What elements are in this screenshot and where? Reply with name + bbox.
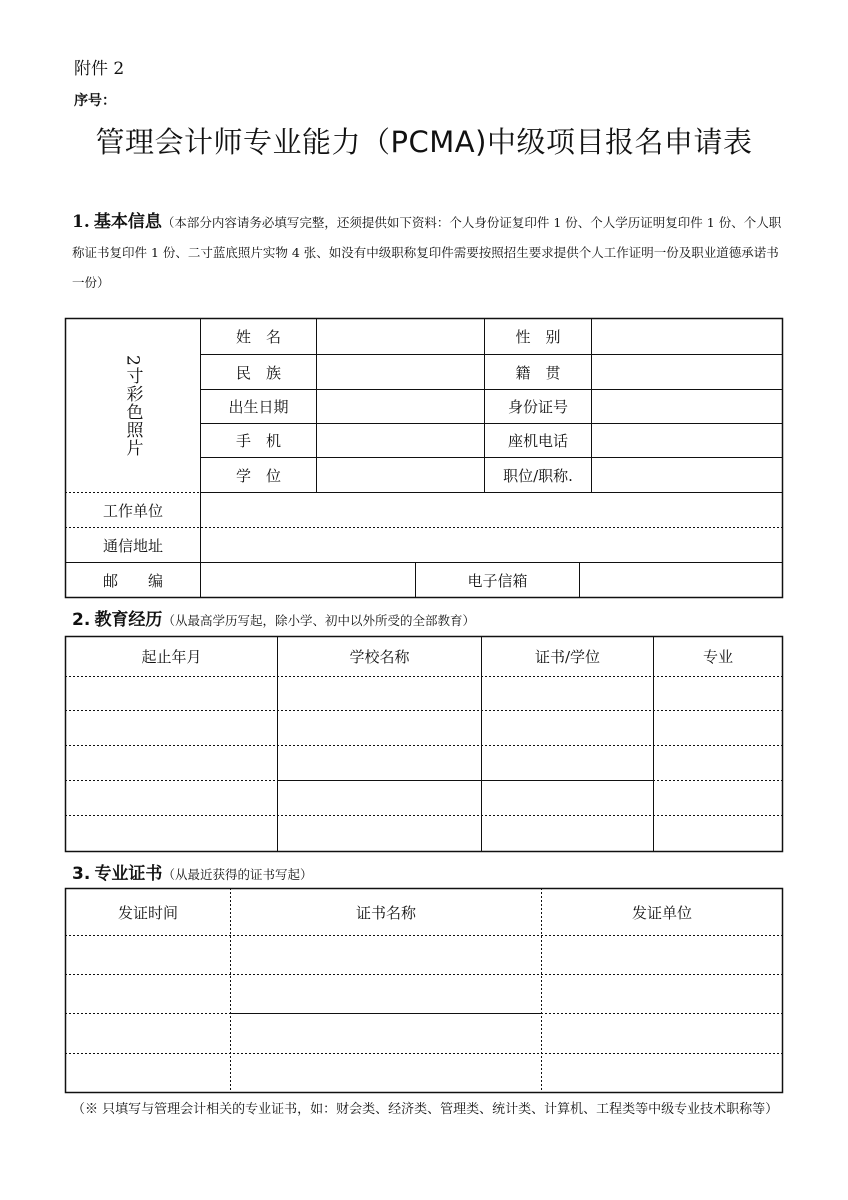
gender-field[interactable] — [592, 319, 782, 354]
position-field[interactable] — [592, 458, 782, 492]
section-note: （本部分内容请务必填写完整，还须提供如下资料：个人身份证复印件 1 份、个人学历证明复印件 1 份、个人职称证书复印件 1 份、二寸蓝底照片实物 4 张、如没有中级职称复印件需要按照招生要求提供个人工作证明一份及职业道德承诺书一份） — [72, 215, 782, 290]
section-number: 3. — [72, 864, 91, 884]
section-certificates-heading — [72, 860, 312, 890]
section-education-heading — [72, 606, 475, 636]
certificate-row[interactable] — [66, 1054, 782, 1092]
certificate-row[interactable] — [66, 936, 782, 974]
label-landline: 座机电话 — [507, 432, 568, 450]
section-title: 基本信息 — [93, 212, 162, 232]
column-header: 起止年月 — [141, 648, 202, 666]
label-position: 职位/职称. — [503, 466, 573, 485]
section-title: 教育经历 — [94, 610, 163, 630]
name-field[interactable] — [317, 319, 484, 354]
certificate-row[interactable] — [66, 1014, 782, 1053]
certificate-row[interactable] — [66, 975, 782, 1013]
label-birth-date: 出生日期 — [228, 398, 289, 416]
degree-field[interactable] — [317, 458, 484, 492]
id-number-field[interactable] — [592, 390, 782, 423]
label-id-number: 身份证号 — [507, 398, 568, 416]
section-number: 1. — [72, 212, 90, 232]
label-ethnicity: 民 族 — [235, 363, 281, 382]
mobile-field[interactable] — [317, 424, 484, 457]
photo-placeholder[interactable] — [66, 319, 200, 492]
label-email: 电子信箱 — [467, 571, 528, 590]
label-native-place: 籍 贯 — [515, 363, 561, 382]
serial-number-label: 序号： — [74, 93, 116, 109]
column-header: 发证单位 — [631, 903, 692, 922]
label-gender: 性 别 — [515, 328, 561, 346]
column-header: 证书/学位 — [534, 648, 601, 666]
native-place-field[interactable] — [592, 355, 782, 389]
label-employer: 工作单位 — [102, 501, 163, 520]
address-field[interactable] — [201, 528, 782, 562]
footnote: （※ 只填写与管理会计相关的专业证书，如：财会类、经济类、管理类、统计类、计算机、工程类等中级专业技术职称等） — [72, 1102, 779, 1117]
section-note: （从最近获得的证书写起） — [162, 867, 313, 882]
column-header: 学校名称 — [349, 648, 410, 666]
ethnicity-field[interactable] — [317, 355, 484, 389]
section-number: 2. — [72, 610, 91, 630]
column-header: 发证时间 — [117, 903, 178, 922]
section-title: 专业证书 — [94, 864, 163, 884]
education-row[interactable] — [66, 677, 782, 710]
education-row[interactable] — [66, 711, 782, 745]
education-row[interactable] — [66, 781, 782, 815]
label-address: 通信地址 — [102, 536, 163, 555]
column-header: 专业 — [702, 648, 733, 666]
postcode-field[interactable] — [201, 563, 415, 597]
photo-label: 2寸彩色照片 — [122, 354, 143, 457]
label-degree: 学 位 — [235, 466, 281, 485]
label-postcode: 邮 编 — [102, 571, 163, 590]
landline-field[interactable] — [592, 424, 782, 457]
employer-field[interactable] — [201, 493, 782, 527]
email-field[interactable] — [580, 563, 782, 597]
attachment-label: 附件 2 — [74, 59, 125, 79]
education-row[interactable] — [66, 816, 782, 851]
section-note: （从最高学历写起，除小学、初中以外所受的全部教育） — [162, 613, 475, 628]
label-name: 姓 名 — [235, 328, 281, 346]
birth-date-field[interactable] — [317, 390, 484, 423]
column-header: 证书名称 — [355, 903, 416, 922]
education-row[interactable] — [66, 746, 782, 780]
label-mobile: 手 机 — [235, 432, 281, 450]
form-title: 管理会计师专业能力（PCMA)中级项目报名申请表 — [95, 125, 753, 159]
